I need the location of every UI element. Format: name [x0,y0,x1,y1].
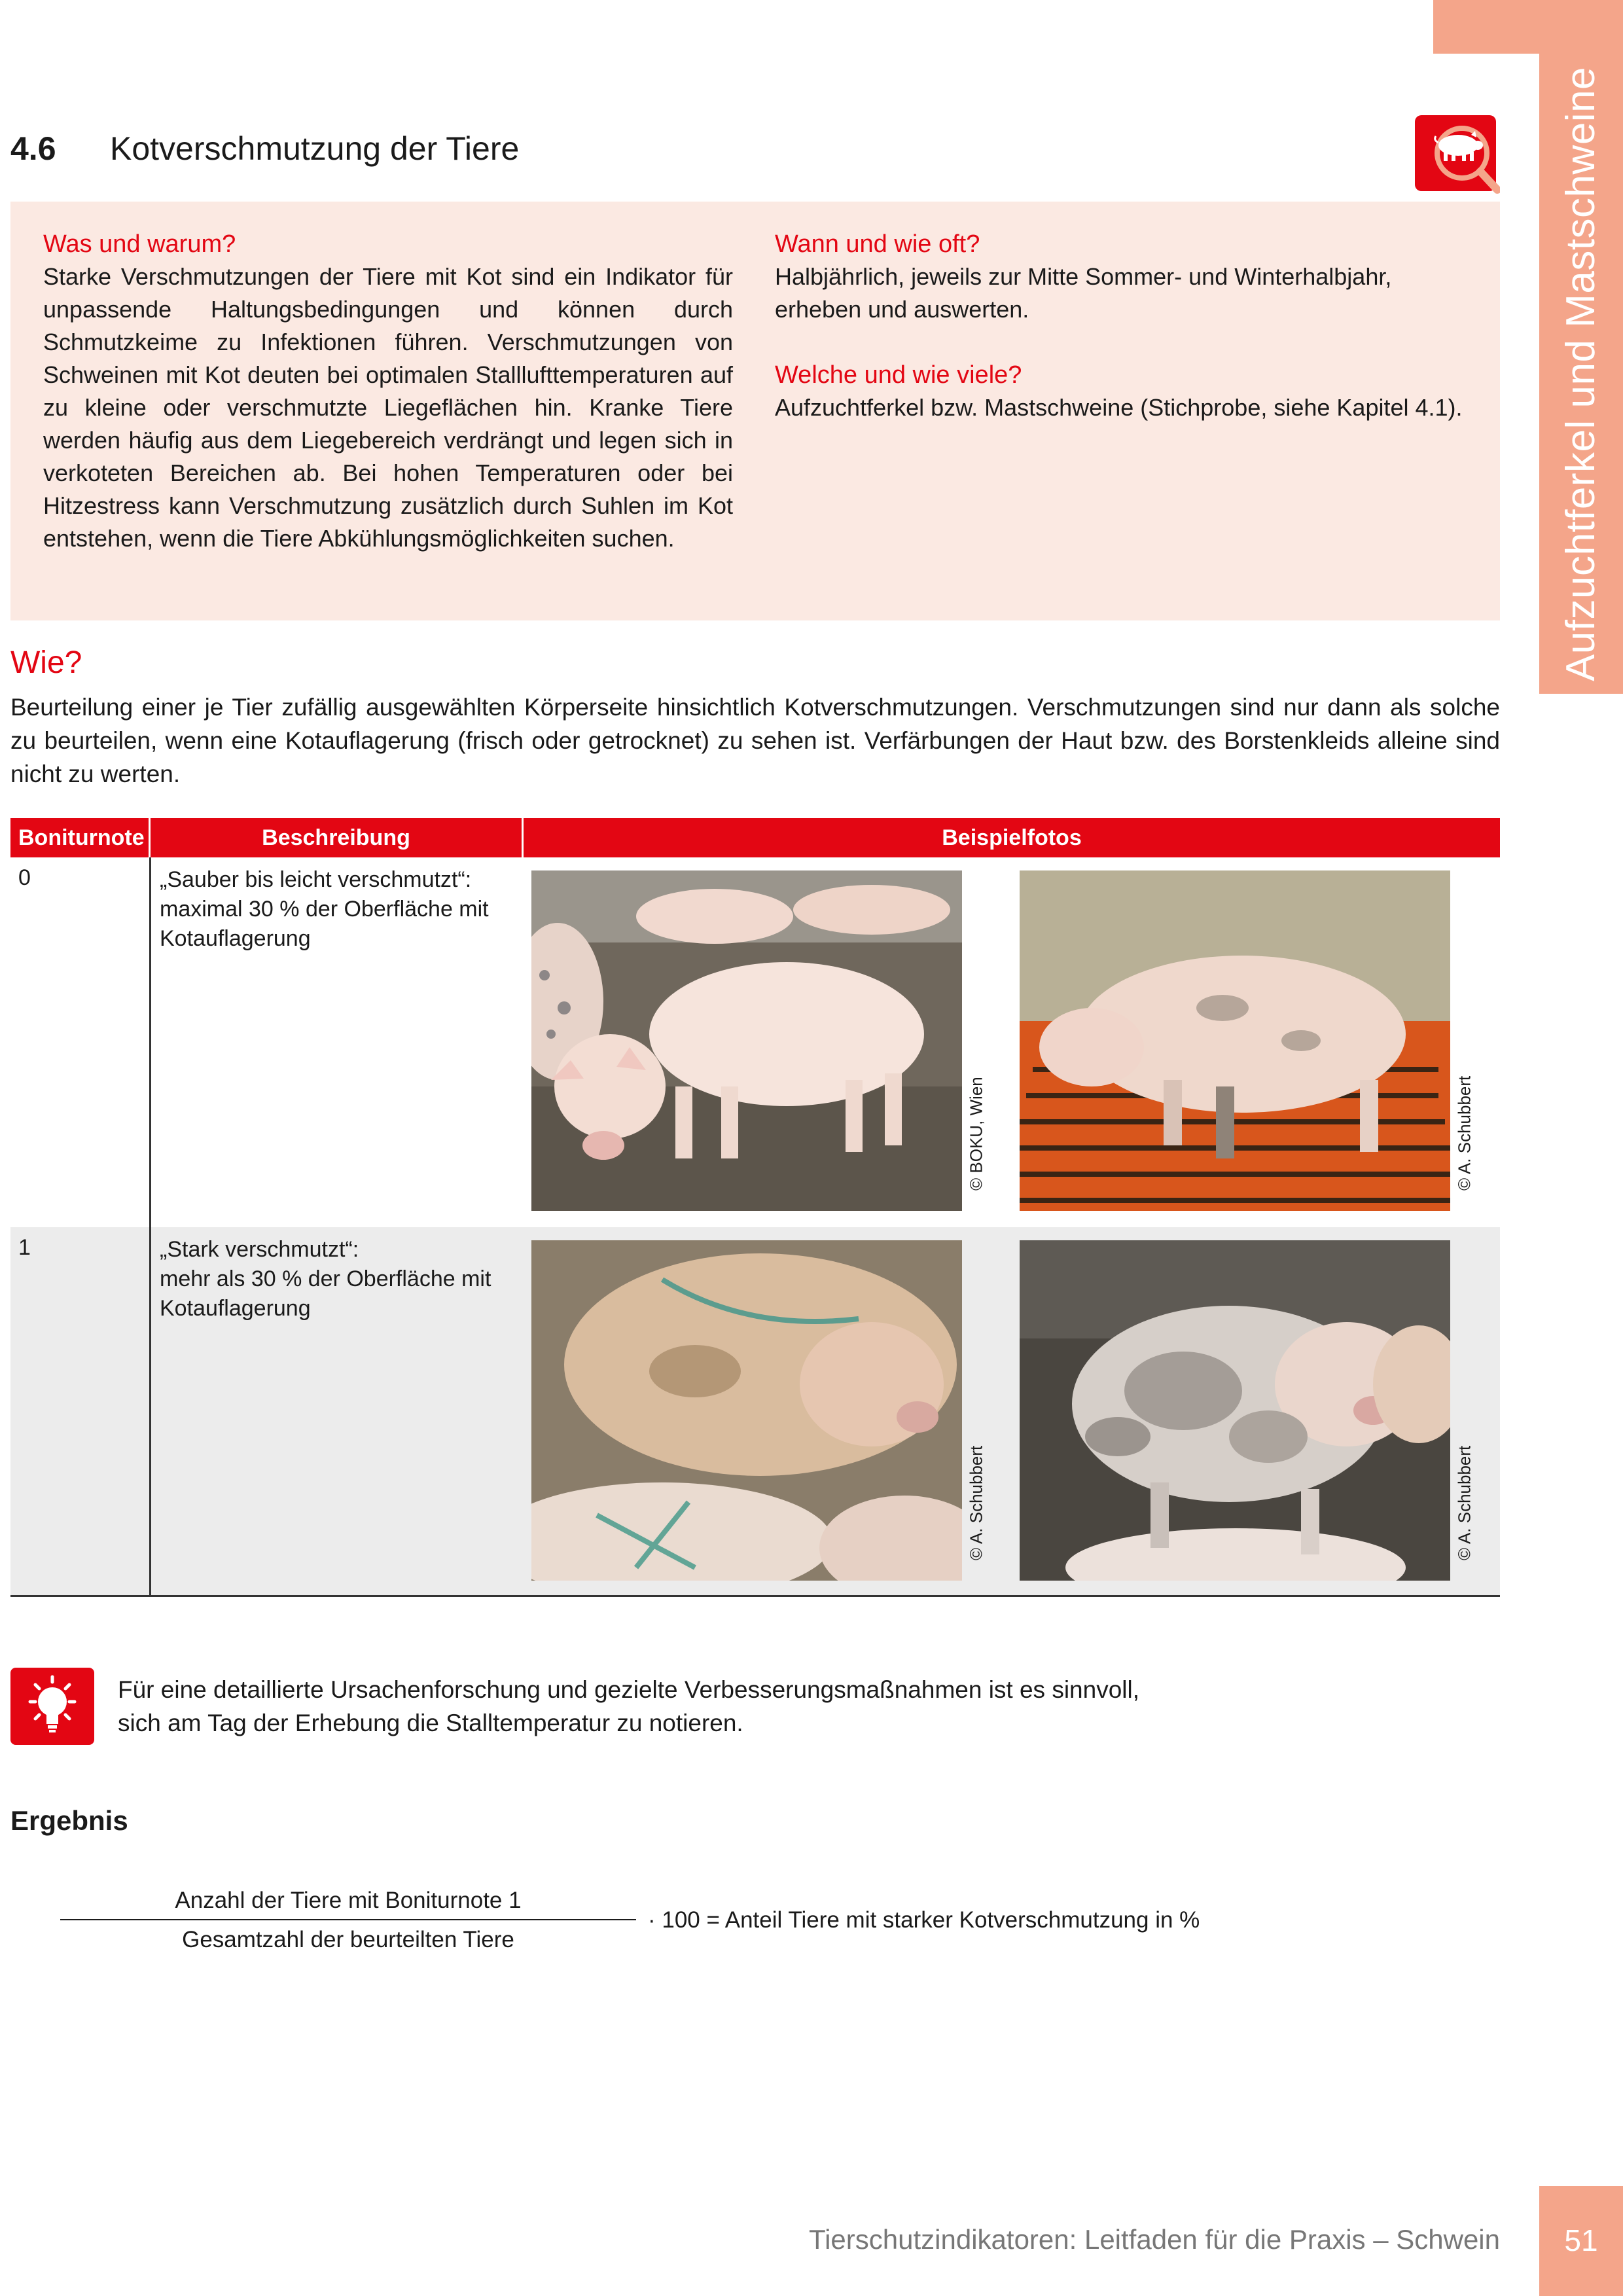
pig-magnifier-icon [1415,115,1500,194]
which-text: Aufzuchtferkel bzw. Mastschweine (Stichprobe, siehe Kapitel 4.1). [775,394,1463,421]
when-text: Halbjährlich, jeweils zur Mitte Sommer- und Winterhalbjahr, erheben und auswerten. [775,263,1392,323]
formula-denominator: Gesamtzahl der beurteilten Tiere [182,1927,514,1952]
section-title: Kotverschmutzung der Tiere [110,130,520,167]
tip-line-1: Für eine detaillierte Ursachenforschung und gezielte Verbesserungsmaßnahmen ist es sinnvoll, [118,1676,1140,1703]
score-description [160,865,526,954]
score-value: 1 [18,1235,31,1260]
example-photo-dirty-1 [531,1240,962,1581]
footer-title: Tierschutzindikatoren: Leitfaden für die Praxis – Schwein [809,2224,1500,2255]
formula-numerator: Anzahl der Tiere mit Boniturnote 1 [175,1888,522,1913]
how-heading: Wie? [10,645,82,680]
example-photo-dirty-2 [1020,1240,1450,1581]
header-description: Beschreibung [151,818,524,857]
section-number: 4.6 [10,130,56,167]
formula-result: · 100 = Anteil Tiere mit starker Kotverschmutzung in % [648,1907,1200,1933]
corner-tab [1433,0,1623,54]
table-row [10,857,1500,1227]
lightbulb-icon [10,1668,94,1745]
result-heading: Ergebnis [10,1805,128,1836]
score-title: „Stark verschmutzt“: [160,1237,359,1262]
example-photo-clean-1 [531,870,962,1211]
header-score: Boniturnote [10,818,151,857]
photo-credit: © BOKU, Wien [966,1077,986,1191]
photo-credit: © A. Schubbert [1454,1075,1474,1191]
how-text: Beurteilung einer je Tier zufällig ausgewählten Körperseite hinsichtlich Kotverschmutzungen. Verschmutzungen sind nur dann als solche zu beurteilen, wenn eine Kotauflagerung (frisch oder getrocknet) zu sehen ist. Verfärbungen der Haut bzw. des Borstenkleids alleine sind nicht zu werten. [10,694,1500,787]
when-heading: Wann und wie oft? [775,230,980,258]
score-text: maximal 30 % der Oberfläche mit Kotauflagerung [160,897,489,951]
formula-fraction-line [60,1919,636,1920]
photo-credit: © A. Schubbert [966,1445,986,1560]
tip-text [118,1673,1361,1740]
which-heading: Welche und wie viele? [775,361,1022,389]
what-why-heading: Was und warum? [43,230,236,258]
score-title: „Sauber bis leicht verschmutzt“: [160,867,472,892]
header-photos: Beispielfotos [942,825,1082,850]
info-box [10,202,1500,620]
chapter-side-tab-label: Aufzuchtferkel und Mastschweine [1558,66,1604,681]
score-description [160,1235,526,1323]
info-column-left [43,228,733,555]
table-row [10,1227,1500,1597]
page-number: 51 [1564,2223,1598,2257]
score-value: 0 [18,865,31,890]
score-text: mehr als 30 % der Oberfläche mit Kotauflagerung [160,1266,491,1321]
tip-line-2: sich am Tag der Erhebung die Stalltemperatur zu notieren. [118,1710,743,1736]
photo-credit: © A. Schubbert [1454,1445,1474,1560]
what-why-text: Starke Verschmutzungen der Tiere mit Kot sind ein Indikator für unpassende Haltungsbedingungen und können durch Schmutzkeime zu Infektionen führen. Verschmutzungen von Schweinen mit Kot deuten bei optimalen Stalllufttemperaturen auf zu kleine oder verschmutzte Liegeflächen hin. Kranke Tiere werden häufig aus dem Liegebereich verdrängt und legen sich in verkoteten Bereichen ab. Bei hohen Temperaturen oder bei Hitzestress kann Verschmutzung zusätzlich durch Suhlen im Kot entstehen, wenn die Tiere Abkühlungsmöglichkeiten suchen. [43,263,733,552]
scoring-table [10,818,1500,1597]
table-header [10,818,1500,857]
example-photo-clean-2 [1020,870,1450,1211]
info-column-right [775,228,1475,424]
